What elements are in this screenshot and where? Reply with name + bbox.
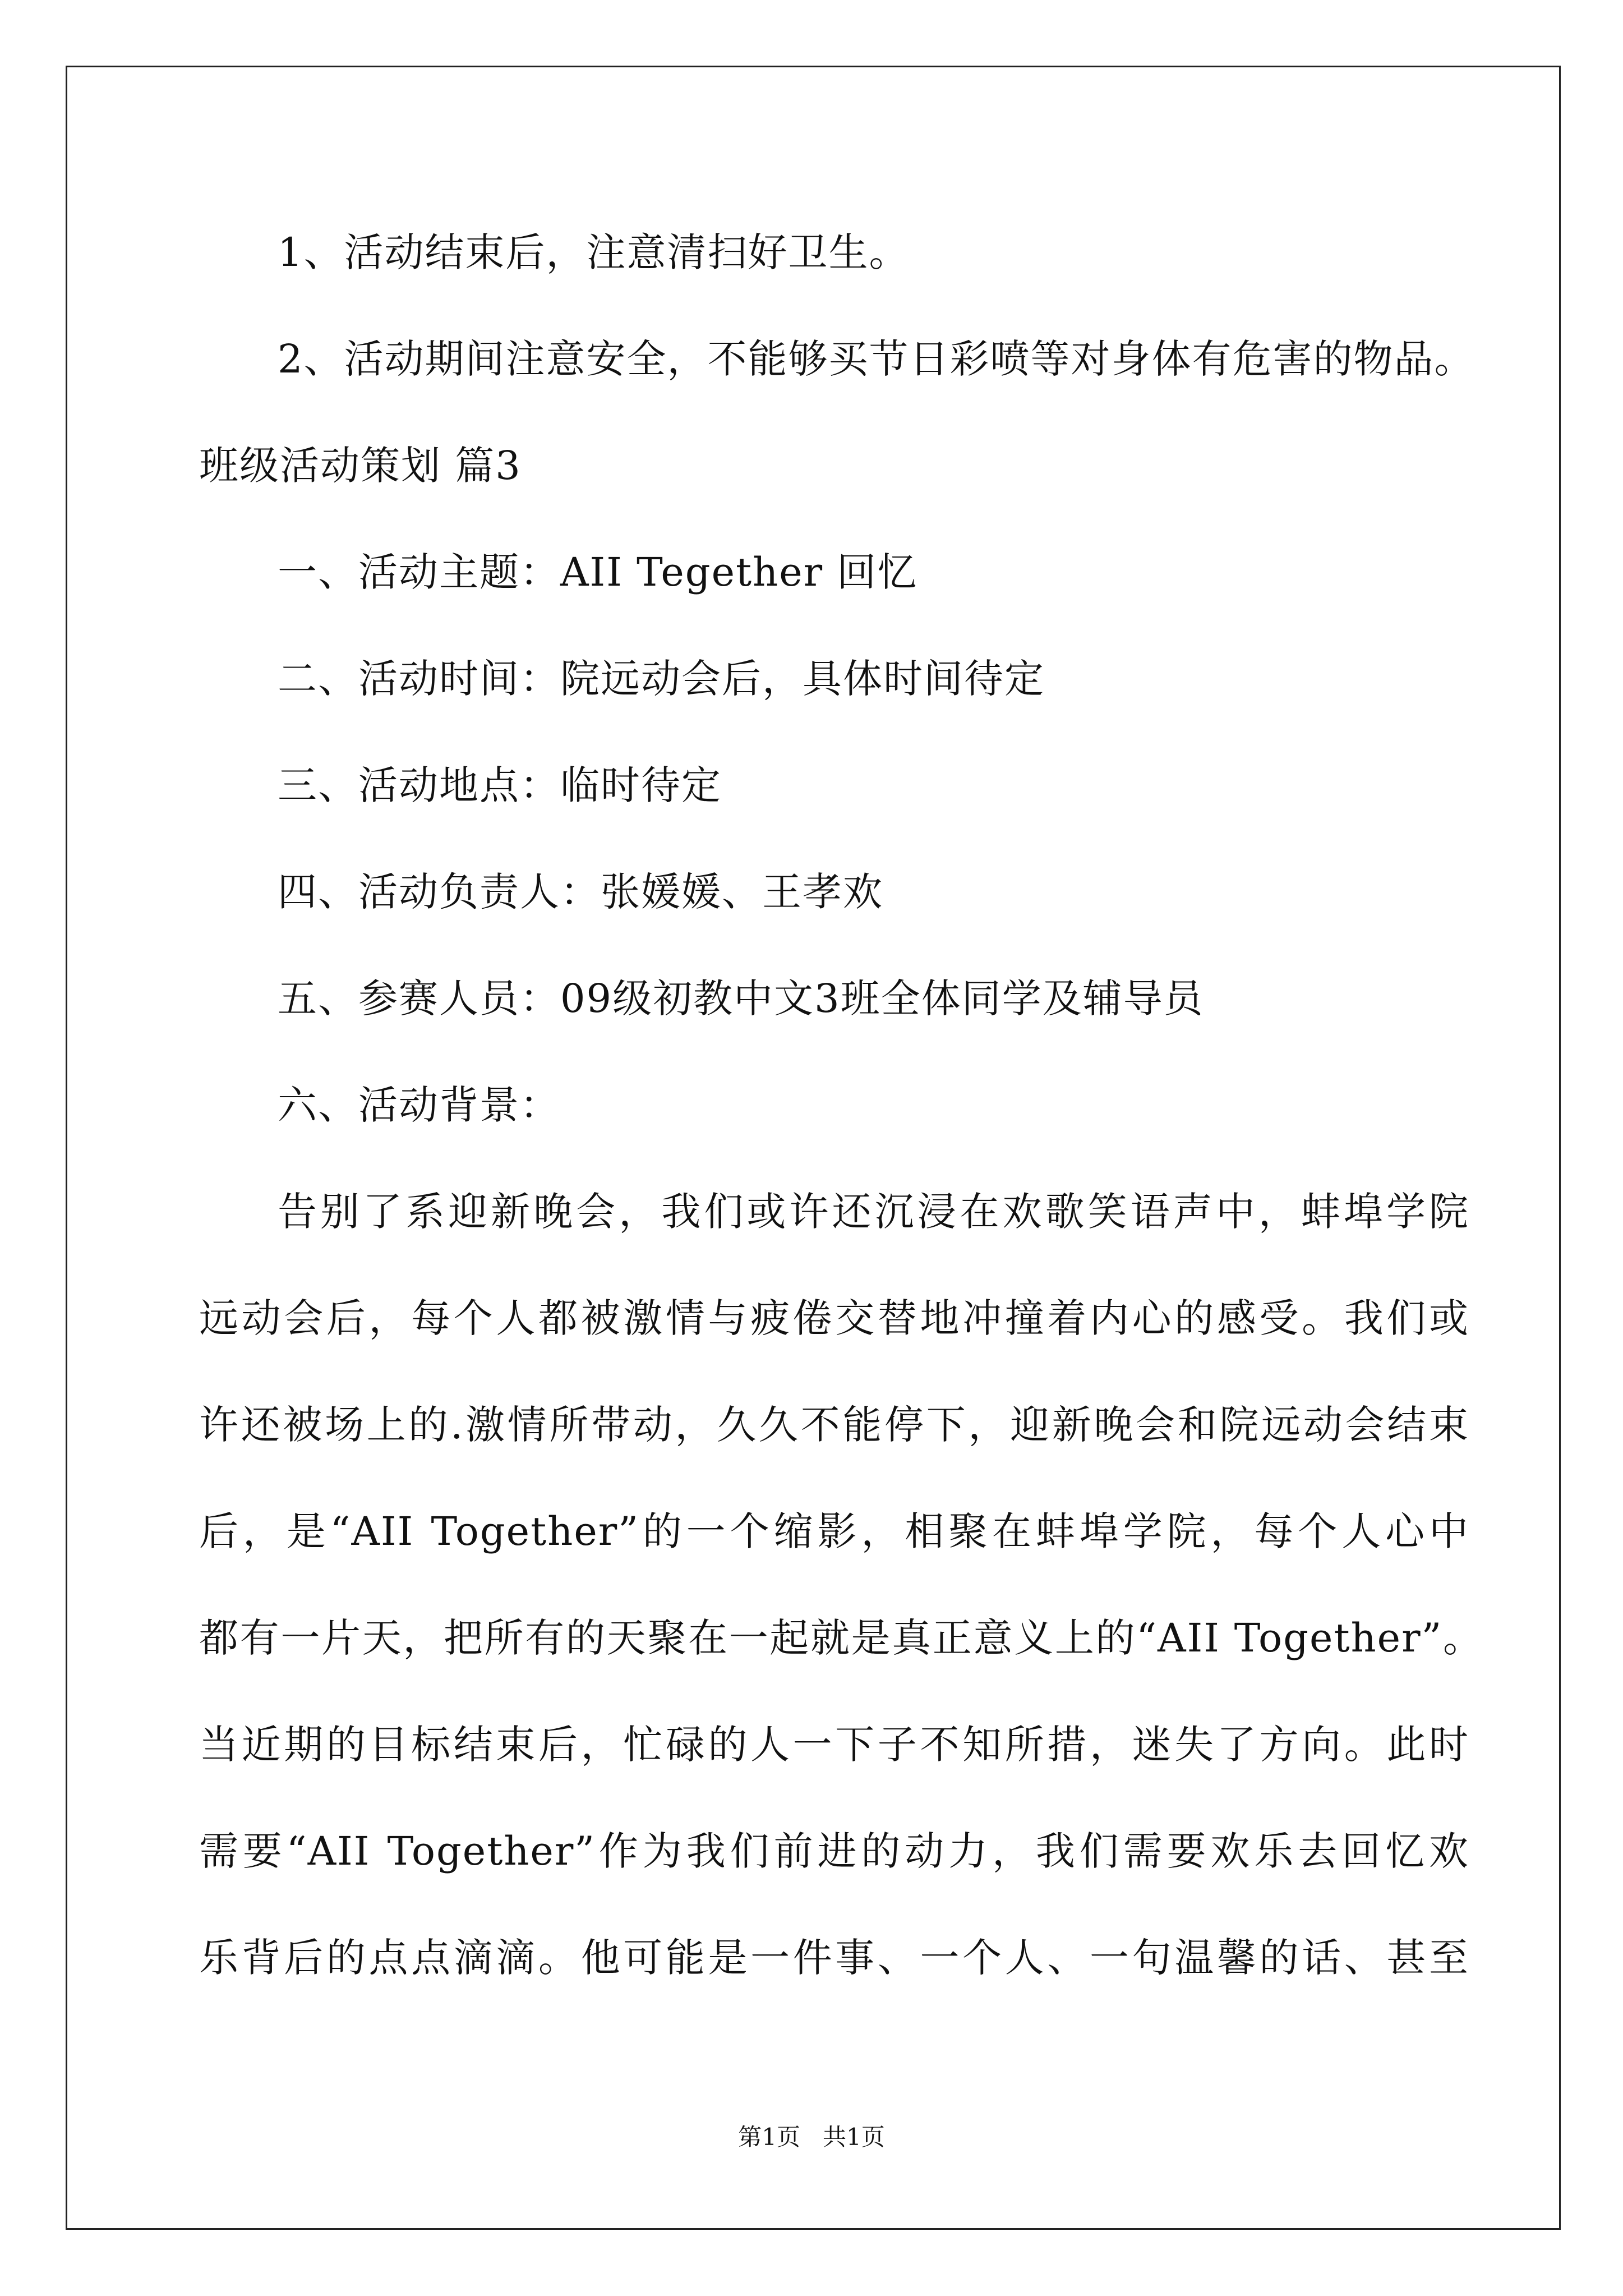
body-line: 需要“AII Together”作为我们前进的动力，我们需要欢乐去回忆欢 (199, 1828, 1469, 1874)
body-line: 远动会后，每个人都被激情与疲倦交替地冲撞着内心的感受。我们或 (199, 1295, 1469, 1341)
body-line: 告别了系迎新晚会，我们或许还沉浸在欢歌笑语声中，蚌埠学院 (278, 1189, 1469, 1235)
body-line: 当近期的目标结束后，忙碌的人一下子不知所措，迷失了方向。此时 (199, 1722, 1469, 1768)
body-line: 乐背后的点点滴滴。他可能是一件事、一个人、一句温馨的话、甚至 (199, 1935, 1469, 1981)
section-heading: 班级活动策划 篇3 (199, 443, 522, 489)
page-footer: 第1页 共1页 (738, 2123, 885, 2151)
item-participants: 五、参赛人员：09级初教中文3班全体同学及辅导员 (278, 976, 1204, 1022)
item-location: 三、活动地点：临时待定 (278, 762, 722, 808)
note-1: 1、活动结束后，注意清扫好卫生。 (278, 229, 910, 275)
note-2: 2、活动期间注意安全，不能够买节日彩喷等对身体有危害的物品。 (278, 336, 1475, 382)
page-border (66, 66, 1561, 2230)
body-line: 都有一片天，把所有的天聚在一起就是真正意义上的“AII Together”。 (199, 1615, 1483, 1661)
item-time: 二、活动时间：院远动会后，具体时间待定 (278, 656, 1045, 702)
body-line: 后，是“AII Together”的一个缩影，相聚在蚌埠学院，每个人心中 (199, 1508, 1469, 1554)
item-background: 六、活动背景： (278, 1082, 560, 1128)
item-organizers: 四、活动负责人：张媛媛、王孝欢 (278, 869, 883, 915)
item-theme: 一、活动主题：AII Tegether 回忆 (278, 549, 918, 595)
body-line: 许还被场上的.激情所带动，久久不能停下，迎新晚会和院远动会结束 (199, 1402, 1469, 1448)
